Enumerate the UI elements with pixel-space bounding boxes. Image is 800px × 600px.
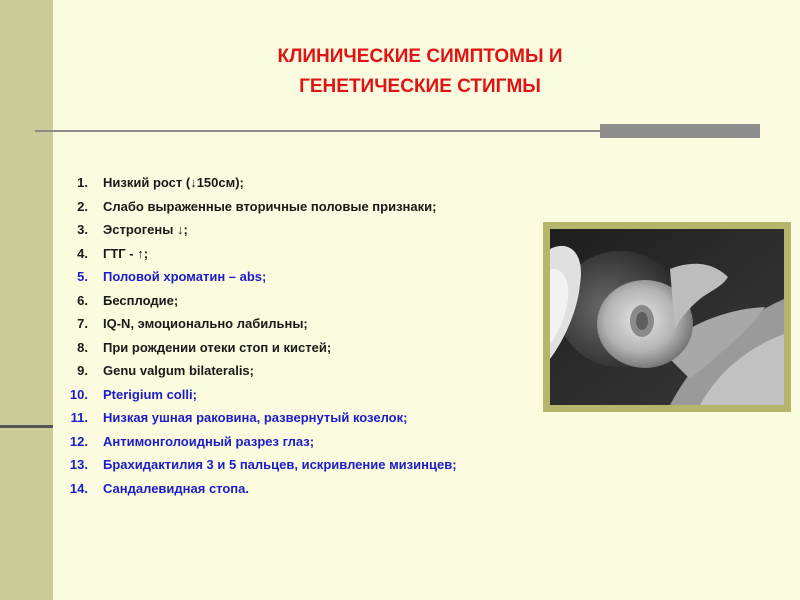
patient-neck-photo: [550, 229, 784, 405]
slide-title-line-2: ГЕНЕТИЧЕСКИЕ СТИГМЫ: [299, 76, 541, 97]
list-item-number: 14.: [69, 480, 88, 496]
list-item-text: IQ-N, эмоционально лабильны;: [103, 316, 308, 331]
list-item-text: Genu valgum bilateralis;: [103, 363, 254, 378]
list-item: [54, 359, 457, 383]
list-item-text: Брахидактилия 3 и 5 пальцев, искривление мизинцев;: [103, 457, 457, 472]
list-item-text: Половой хроматин – abs;: [103, 269, 267, 284]
list-item: [54, 312, 457, 336]
slide-title-line-1: КЛИНИЧЕСКИЕ СИМПТОМЫ И: [277, 46, 563, 67]
list-item-number: 9.: [77, 363, 88, 378]
list-item-number: 10.: [69, 386, 88, 402]
list-item-number: 5.: [77, 269, 88, 284]
symptom-list: [54, 171, 457, 500]
list-item-number: 3.: [77, 222, 88, 237]
list-item: [54, 453, 457, 477]
list-item-text: Антимонголоидный разрез глаз;: [103, 433, 315, 449]
title-divider-block: [600, 124, 760, 138]
list-item-text: Слабо выраженные вторичные половые признаки;: [103, 198, 437, 214]
list-item-number: 11.: [70, 410, 88, 425]
list-item-number: 4.: [77, 245, 88, 261]
list-item-number: 12.: [69, 433, 88, 449]
title-divider-line: [35, 130, 601, 132]
list-item-number: 8.: [77, 339, 88, 355]
list-item-text: Сандалевидная стопа.: [103, 480, 250, 496]
list-item: [54, 171, 457, 195]
list-item: [54, 218, 457, 242]
list-item: [54, 195, 457, 219]
list-item-text: Бесплодие;: [103, 292, 179, 308]
slide-title: [160, 42, 680, 102]
list-item: [54, 242, 457, 266]
list-item: [54, 336, 457, 360]
list-item: [54, 383, 457, 407]
list-item-number: 7.: [77, 316, 88, 331]
list-item-text: Низкий рост (↓150см);: [103, 175, 244, 190]
list-item: [54, 406, 457, 430]
patient-neck-illustration: [550, 229, 784, 405]
list-item: [54, 289, 457, 313]
list-item-text: Эстрогены ↓;: [103, 222, 188, 237]
left-band-marker: [0, 425, 53, 428]
list-item: [54, 265, 457, 289]
list-item: [54, 477, 457, 501]
list-item-text: Pterigium colli;: [103, 386, 197, 402]
list-item: [54, 430, 457, 454]
list-item-number: 1.: [77, 175, 88, 190]
list-item-number: 6.: [77, 292, 88, 308]
list-item-text: Низкая ушная раковина, развернутый козелок;: [103, 410, 408, 425]
list-item-text: При рождении отеки стоп и кистей;: [103, 339, 332, 355]
list-item-text: ГТГ - ↑;: [103, 245, 149, 261]
photo-frame: [543, 222, 791, 412]
left-decorative-band: [0, 0, 53, 600]
list-item-number: 2.: [77, 198, 88, 214]
list-item-number: 13.: [69, 457, 88, 472]
